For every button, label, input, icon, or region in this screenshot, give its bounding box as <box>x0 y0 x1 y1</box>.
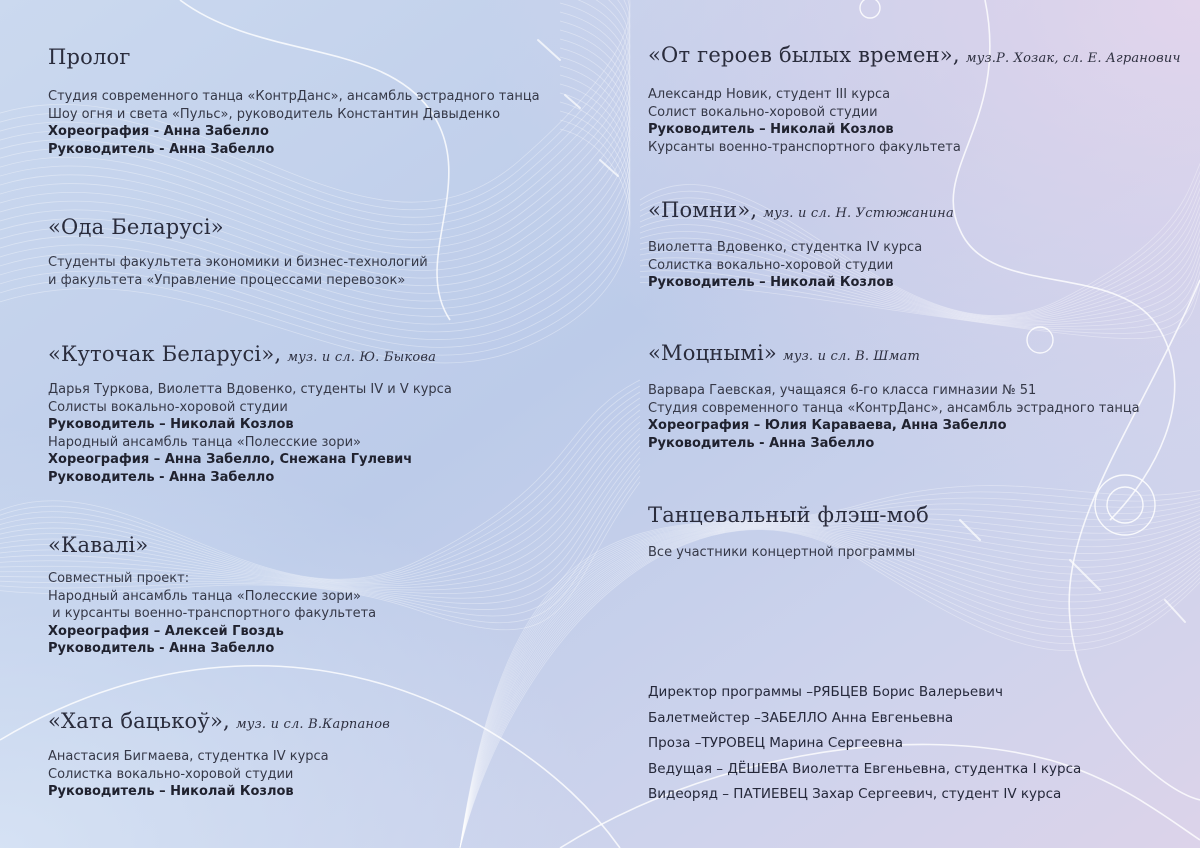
item-line: Руководитель – Николай Козлов <box>48 417 294 432</box>
item-line: Солист вокально-хоровой студии <box>648 104 878 120</box>
item-line: Студенты факультета экономики и бизнес-технологий <box>48 255 428 270</box>
staff-credits <box>648 680 1188 808</box>
item-line: Курсанты военно-транспортного факультета <box>648 139 961 155</box>
item-credit: муз. и сл. Н. Устюжанина <box>763 206 954 221</box>
item-line: и курсанты военно-транспортного факультета <box>48 606 377 621</box>
item-line: Хореография – Юлия Караваева, Анна Забелло <box>648 418 1007 433</box>
item-line: Народный ансамбль танца «Полесские зори» <box>48 588 362 604</box>
item-line: Руководитель - Анна Забелло <box>48 141 275 157</box>
item-line: Александр Новик, студент III курса <box>648 87 891 102</box>
program-item-oda <box>48 214 568 289</box>
item-line: Хореография – Алексей Гвоздь <box>48 623 284 639</box>
staff-line-director: Директор программы –РЯБЦЕВ Борис Валерьевич <box>648 684 1003 700</box>
item-line: Руководитель - Анна Забелло <box>648 435 875 451</box>
item-credit: муз.Р. Хозак, сл. Е. Агранович <box>965 51 1181 66</box>
item-line: Солисты вокально-хоровой студии <box>48 399 288 415</box>
item-line: Студия современного танца «КонтрДанс», ансамбль эстрадного танца <box>648 400 1140 416</box>
item-line: Солистка вокально-хоровой студии <box>48 766 294 782</box>
item-credit: муз. и сл. В. Шмат <box>782 349 921 364</box>
program-item-khata <box>48 708 568 801</box>
item-line: Дарья Туркова, Виолетта Вдовенко, студенты IV и V курса <box>48 382 452 397</box>
item-title: «Моцнымі» муз. и сл. В. Шмат <box>648 341 921 365</box>
item-line: Варвара Гаевская, учащаяся 6-го класса гимназии № 51 <box>648 383 1037 398</box>
program-item-kutochak <box>48 341 568 486</box>
staff-line-choreographer: Балетмейстер –ЗАБЕЛЛО Анна Евгеньевна <box>648 709 954 726</box>
item-line: Руководитель – Николай Козлов <box>648 122 894 137</box>
item-line: Руководитель – Николай Козлов <box>648 275 894 290</box>
item-line: и факультета «Управление процессами перевозок» <box>48 272 406 288</box>
item-line: Руководитель - Анна Забелло <box>48 469 275 485</box>
item-line: Хореография - Анна Забелло <box>48 124 269 139</box>
item-title: Танцевальный флэш-моб <box>648 503 929 527</box>
item-title: «От героев былых времен», муз.Р. Хозак, сл. Е. Агранович <box>648 43 1181 67</box>
program-item-kavali <box>48 532 568 658</box>
program-item-prolog <box>48 44 568 158</box>
item-title: «Кавалі» <box>48 533 149 557</box>
program-item-pomni <box>648 197 1188 292</box>
item-title: Пролог <box>48 45 131 69</box>
item-line: Виолетта Вдовенко, студентка IV курса <box>648 240 923 255</box>
item-line: Народный ансамбль танца «Полесские зори» <box>48 434 362 450</box>
item-title: «Хата бацькоў», муз. и сл. В.Карпанов <box>48 709 390 733</box>
item-line: Хореография – Анна Забелло, Снежана Гулевич <box>48 452 413 467</box>
item-line: Студия современного танца «КонтрДанс», ансамбль эстрадного танца <box>48 89 540 104</box>
item-line: Все участники концертной программы <box>648 545 916 560</box>
item-line: Руководитель – Николай Козлов <box>48 784 294 799</box>
item-line: Солистка вокально-хоровой студии <box>648 257 894 273</box>
staff-line-host: Ведущая – ДЁШЕВА Виолетта Евгеньевна, студентка I курса <box>648 760 1082 777</box>
item-credit: муз. и сл. В.Карпанов <box>235 717 390 732</box>
program-item-mocnymi <box>648 340 1188 452</box>
item-title: «Ода Беларусі» <box>48 215 224 239</box>
item-credit: муз. и сл. Ю. Быкова <box>287 350 437 365</box>
item-line: Анастасия Бигмаева, студентка IV курса <box>48 749 329 764</box>
program-item-flashmob <box>648 502 1188 562</box>
staff-line-prose: Проза –ТУРОВЕЦ Марина Сергеевна <box>648 735 903 751</box>
item-line: Шоу огня и света «Пульс», руководитель Константин Давыденко <box>48 106 501 122</box>
program-item-geroi <box>648 42 1188 156</box>
item-title: «Помни», муз. и сл. Н. Устюжанина <box>648 198 954 222</box>
staff-line-video: Видеоряд – ПАТИЕВЕЦ Захар Сергеевич, студент IV курса <box>648 786 1062 802</box>
item-line: Руководитель - Анна Забелло <box>48 641 275 656</box>
item-line: Совместный проект: <box>48 571 190 586</box>
item-title: «Куточак Беларусі», муз. и сл. Ю. Быкова <box>48 342 437 366</box>
